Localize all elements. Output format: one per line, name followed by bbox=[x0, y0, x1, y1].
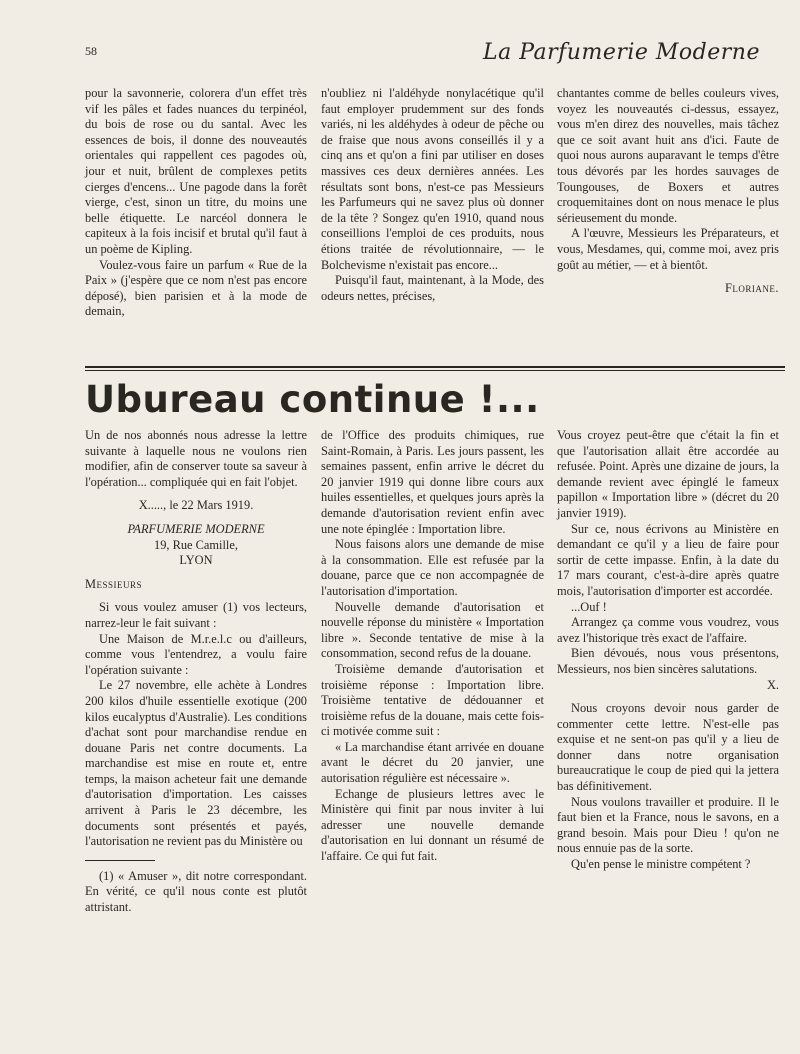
letter-paragraph: Nouvelle demande d'autorisation et nouvelle réponse du ministère « Importation libre ». Seconde tentative de mise à la consommation, second refus de la douane. bbox=[321, 599, 544, 661]
intro-paragraph: Un de nos abonnés nous adresse la lettre suivante à laquelle nous ne voulons rien modifier, afin de conserver toute sa saveur à l'opération... compliquée qui en fait l'objet. bbox=[85, 428, 307, 489]
paragraph: A l'œuvre, Messieurs les Préparateurs, et vous, Mesdames, qui, comme moi, avez pris goût au métier, — et à bientôt. bbox=[557, 226, 779, 272]
editorial-comment: Nous voulons travailler et produire. Il le faut bien et la France, nous le savons, en a grand besoin. Mais pour Dieu ! qu'on ne nous ennuie pas de la sorte. bbox=[557, 794, 779, 856]
paragraph: Voulez-vous faire un parfum « Rue de la Paix » (j'espère que ce nom n'est pas encore déposé), bien parisien et à la mode de demain, bbox=[85, 257, 307, 319]
letter-paragraph: Arrangez ça comme vous voudrez, vous avez l'historique très exact de l'affaire. bbox=[557, 615, 779, 645]
letter-paragraph: Nous faisons alors une demande de mise à la consommation. Elle est refusée par la douane, parce que ce non accompagnée de l'autorisation d'importation. bbox=[321, 537, 544, 598]
article-signature: Floriane. bbox=[725, 281, 779, 296]
letter-paragraph: Le 27 novembre, elle achète à Londres 200 kilos d'huile essentielle exotique (200 kilos eucalyptus d'Australie). Les conditions d'achat sont pour marchandise rendue en douane Paris net contre documents. La marchandise est mise en route et, entre temps, la maison acheteur fait une demande d'autorisation d'importation. Les caisses arrivent à Paris le 23 décembre, les documents sont présentés et payés, l'autorisation ne revient pas du Ministère ou bbox=[85, 678, 307, 849]
letter-paragraph: Bien dévoués, nous vous présentons, Messieurs, nos bien sincères salutations. bbox=[557, 646, 779, 676]
letter-paragraph: de l'Office des produits chimiques, rue Saint-Romain, à Paris. Les jours passent, les semaines passent, enfin arrive le décret du 20 janvier 1919 qui donne libre cours aux huiles essentielles, et quelques jours après la demande d'autorisation revient enfin avec une note épinglée : Importation libre. bbox=[321, 428, 544, 536]
letter-addressee-city: LYON bbox=[179, 553, 213, 568]
paragraph: pour la savonnerie, colorera d'un effet très vif les pâles et fades nuances du terpinéol, du bois de rose ou du santal. Avec les essences de bois, il donne des nouveautés orientales qui rappellent ces pagodes où, jour et nuit, brûlent de complexes petits cierges d'encens... Une pagode dans la forêt vierge, c'est, sinon un titre, du moins une belle étiquette. Le narcéol donnera le capiteux à la fois incisif et brutal qu'il faut à un poème de Kipling. bbox=[85, 86, 307, 256]
letter-paragraph: ...Ouf ! bbox=[571, 599, 607, 614]
editorial-comment: Nous croyons devoir nous garder de commenter cette lettre. N'est-elle pas exquise et ne sent-on pas qu'il y a lieu de donner dans notre organisation bureaucratique le coup de pied qui la jettera bas définitivement. bbox=[557, 701, 779, 794]
bottom-column-2 bbox=[321, 428, 544, 865]
footnote: (1) « Amuser », dit notre correspondant. En vérité, ce qu'il nous conte est plutôt attristant. bbox=[85, 868, 307, 915]
letter-signature: X. bbox=[766, 677, 779, 692]
letter-paragraph: Vous croyez peut-être que c'était la fin et que l'autorisation allait être accordée au refusée. Point. Après une dizaine de jours, la demande revient avec épinglé le fameux papillon « Importation libre » (décret du 20 janvier 1919). bbox=[557, 428, 779, 520]
letter-paragraph: Sur ce, nous écrivons au Ministère en demandant ce qu'il y a lieu de faire pour sortir de cette impasse. Enfin, à la date du 17 mars courant, c'est-à-dire après quatre mois, l'autorisation d'importer est accordée. bbox=[557, 521, 779, 598]
letter-paragraph: Si vous voulez amuser (1) vos lecteurs, narrez-leur le fait suivant : bbox=[85, 600, 307, 630]
letter-paragraph: « La marchandise étant arrivée en douane avant le décret du 20 janvier, une autorisation régulière est nécessaire ». bbox=[321, 739, 544, 786]
letter-addressee-name: PARFUMERIE MODERNE bbox=[127, 521, 265, 536]
letter-salutation: Messieurs bbox=[85, 576, 143, 591]
letter-addressee-street: 19, Rue Camille, bbox=[154, 537, 238, 552]
footnote-rule bbox=[85, 860, 155, 861]
paragraph: n'oubliez ni l'aldéhyde nonylacétique qu'il faut employer prudemment sur des fonds variés, ni les aldéhydes à odeur de pêche ou de fraise que nous avons conseillés il y a cinq ans et qu'on a fini par utiliser en doses massives ces deux dernières années. Les résultats sont bons, n'est-ce pas Messieurs les Parfumeurs qui ne savez plus où donner de la tête ? Songez qu'en 1910, quand nous conseillions l'emploi de ces produits, nous étions traitée de révolutionnaire, — le Bolchevisme n'existait pas encore... bbox=[321, 86, 544, 272]
running-head: La Parfumerie Moderne bbox=[482, 40, 760, 65]
divider-rule bbox=[85, 366, 785, 368]
letter-dateline: X....., le 22 Mars 1919. bbox=[138, 498, 254, 513]
letter-paragraph: Une Maison de M.r.e.l.c ou d'ailleurs, comme vous l'entendrez, a voulu faire l'opération suivante : bbox=[85, 631, 307, 677]
divider-rule bbox=[85, 370, 785, 371]
letter-paragraph: Echange de plusieurs lettres avec le Ministère qui finit par nous inviter à lui adresser une nouvelle demande d'autorisation en lui donnant un résumé de l'affaire. Ce qui fut fait. bbox=[321, 786, 544, 864]
top-column-1 bbox=[85, 86, 307, 320]
page-number: 58 bbox=[85, 44, 97, 58]
top-column-3 bbox=[557, 86, 779, 297]
paragraph: Puisqu'il faut, maintenant, à la Mode, des odeurs nettes, précises, bbox=[321, 273, 544, 303]
paragraph: chantantes comme de belles couleurs vives, voyez les nouveautés ci-dessus, essayez, vous m'en direz des nouvelles, mais tâchez que ce soit avant huit ans d'ici. Faute de quoi nous aurons auparavant le temps d'être tous dévorés par les hordes sauvages de Toungouses, de Boxers et autres croquemitaines dont on nous menace le plus sérieusement du monde. bbox=[557, 86, 779, 225]
top-column-2 bbox=[321, 86, 544, 304]
bottom-column-3 bbox=[557, 428, 779, 873]
letter-paragraph: Troisième demande d'autorisation et troisième réponse : Importation libre. Troisième tentative de dédouanner et troisième refus de la douane, mais cette fois-ci motivée comme suit : bbox=[321, 661, 544, 739]
bottom-column-1 bbox=[85, 428, 307, 916]
article-headline: Ubureau continue !... bbox=[85, 378, 540, 421]
editorial-comment: Qu'en pense le ministre compétent ? bbox=[571, 857, 751, 872]
